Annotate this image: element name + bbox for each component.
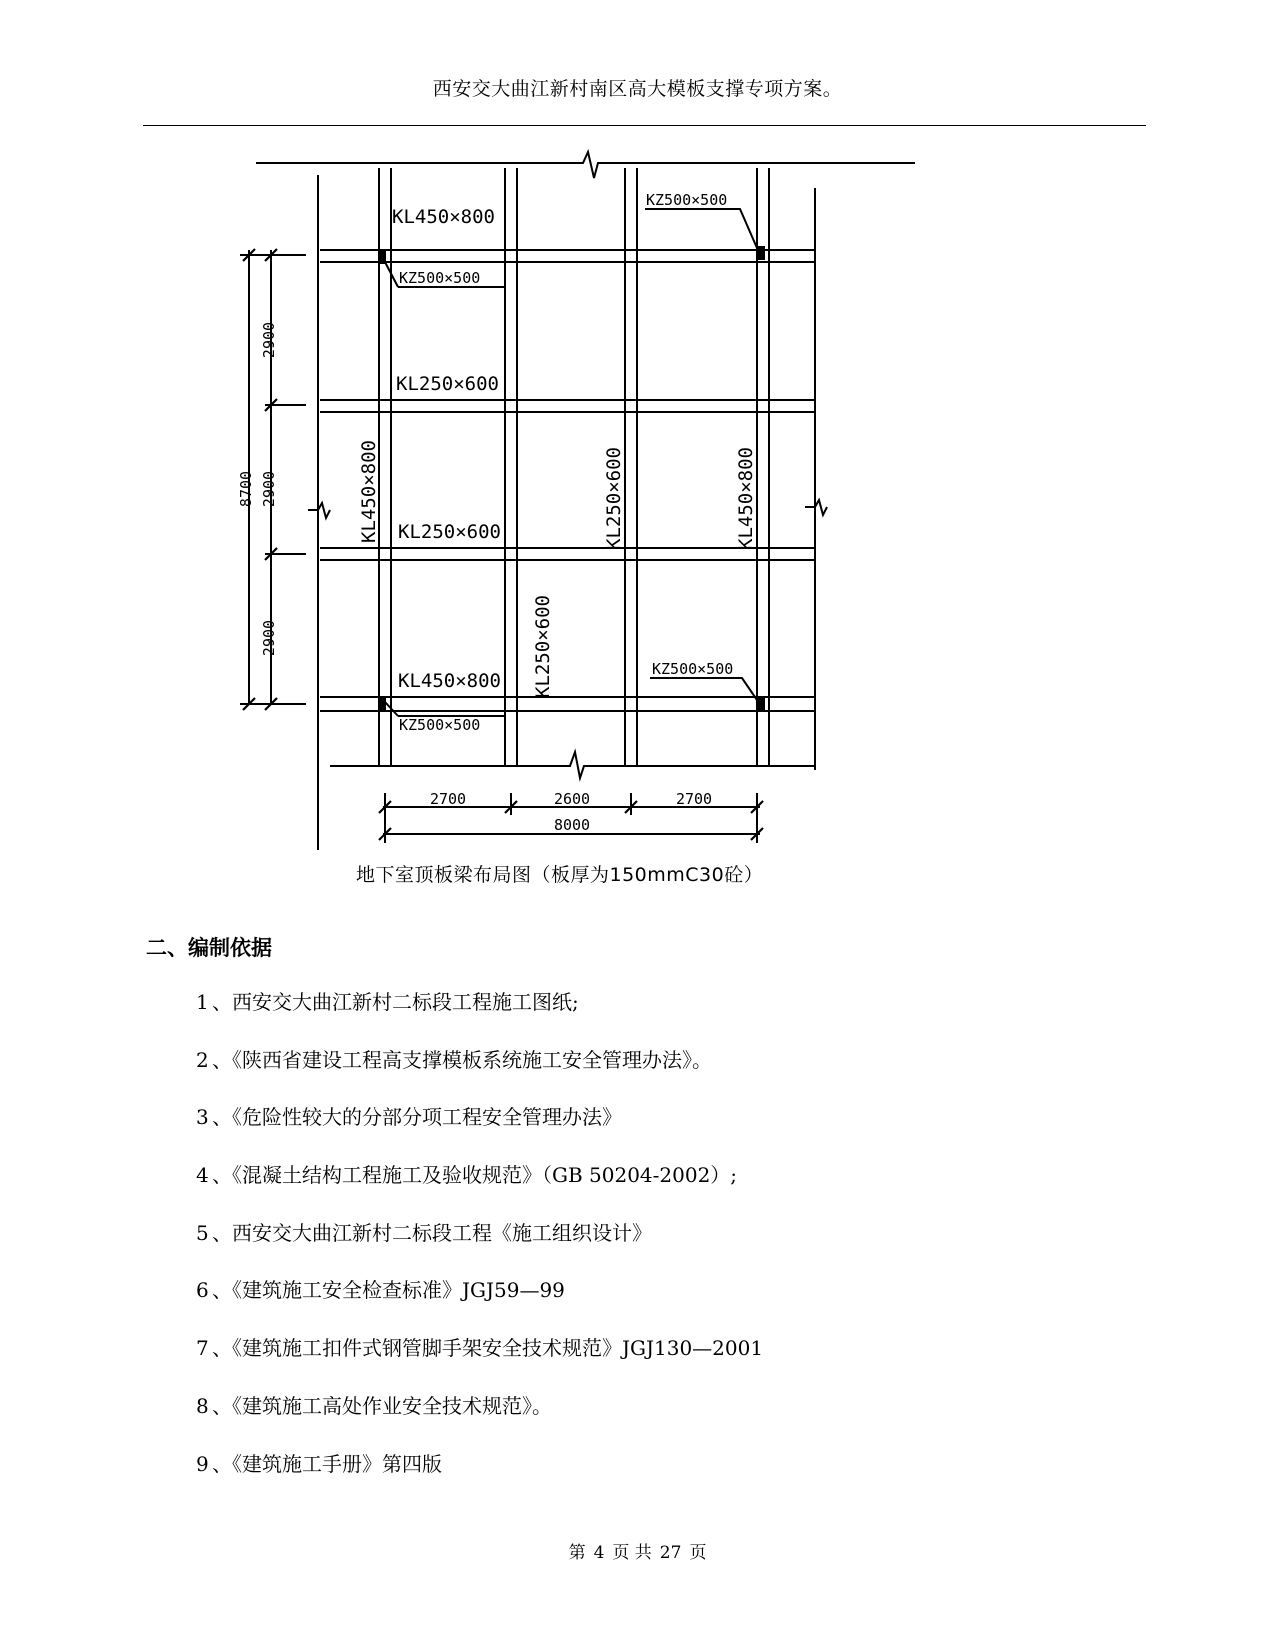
list-item-number: 5 <box>196 1220 209 1245</box>
list-item-number: 1 <box>196 990 209 1014</box>
list-item <box>196 1161 763 1219</box>
label-kz-top-left: KZ500×500 <box>399 269 481 287</box>
page-footer <box>0 1538 1275 1563</box>
footer-prefix: 第 <box>568 1543 586 1563</box>
dim-bottom-total: 8000 <box>553 816 591 834</box>
dim-bottom-seg-1: 2700 <box>429 790 467 808</box>
list-item-number: 2 <box>196 1047 209 1072</box>
drawing-lines <box>240 152 915 850</box>
list-item-text: 、《混凝土结构工程施工及验收规范》（GB 50204-2002）; <box>212 1163 738 1188</box>
label-kl450-vert-left: KL450×800 <box>358 440 380 543</box>
list-item-number: 9 <box>196 1451 209 1476</box>
label-kz-bottom-left: KZ500×500 <box>399 716 481 734</box>
dim-left-seg-1: 2900 <box>260 321 278 359</box>
top-break-line <box>256 152 915 178</box>
list-item-text: 、《危险性较大的分部分项工程安全管理办法》 <box>212 1105 622 1130</box>
list-item-number: 7 <box>196 1336 209 1361</box>
list-item-text: 、《建筑施工手册》第四版 <box>212 1451 442 1476</box>
list-item-text: 、《建筑施工安全检查标准》JGJ59—99 <box>212 1278 565 1303</box>
columns <box>380 246 765 711</box>
list-item <box>196 1046 763 1104</box>
list-item <box>196 1450 763 1508</box>
list-item <box>196 1276 763 1334</box>
list-item <box>196 988 763 1046</box>
dim-left-total: 8700 <box>237 470 255 508</box>
bottom-break-line <box>330 752 815 778</box>
page-header-title: 西安交大曲江新村南区高大模板支撑专项方案。 <box>432 78 843 100</box>
list-item <box>196 1392 763 1450</box>
footer-total-pages: 27 <box>659 1543 682 1563</box>
footer-page-number: 4 <box>593 1543 605 1563</box>
footer-suffix: 页 <box>689 1543 707 1563</box>
dim-ticks <box>243 249 763 840</box>
label-kz-bottom-right: KZ500×500 <box>652 660 734 678</box>
list-item <box>196 1219 763 1277</box>
label-kl250-vert-mid: KL250×600 <box>603 447 625 550</box>
list-item-number: 8 <box>196 1393 209 1418</box>
label-kl250-row1: KL250×600 <box>396 373 499 395</box>
label-kl250-row2: KL250×600 <box>398 521 501 543</box>
list-item-text: 、《建筑施工扣件式钢管脚手架安全技术规范》JGJ130—2001 <box>212 1336 764 1361</box>
dim-left-seg-3: 2900 <box>260 619 278 657</box>
dim-left-seg-2: 2900 <box>260 470 278 508</box>
list-item-number: 6 <box>196 1278 209 1303</box>
section-heading: 二、编制依据 <box>146 936 272 960</box>
label-kl450-vert-right: KL450×800 <box>735 447 757 550</box>
figure-caption: 地下室顶板梁布局图（板厚为150mmC30砼） <box>356 864 764 886</box>
list-item-text: 、《陕西省建设工程高支撑模板系统施工安全管理办法》。 <box>212 1047 712 1072</box>
dim-bottom-seg-3: 2700 <box>675 790 713 808</box>
list-item-text: 、西安交大曲江新村二标段工程《施工组织设计》 <box>212 1220 652 1245</box>
list-item <box>196 1103 763 1161</box>
label-kl450-bottom: KL450×800 <box>398 670 501 692</box>
label-kl250-vert-bottom: KL250×600 <box>532 595 554 698</box>
list-item-number: 4 <box>196 1163 209 1188</box>
dim-bottom-seg-2: 2600 <box>553 790 591 808</box>
list-item-number: 3 <box>196 1105 209 1130</box>
reference-list <box>196 988 763 1507</box>
list-item-text: 、西安交大曲江新村二标段工程施工图纸; <box>212 990 579 1014</box>
label-kz-top-right: KZ500×500 <box>646 191 728 209</box>
list-item-text: 、《建筑施工高处作业安全技术规范》。 <box>212 1393 552 1418</box>
label-kl450-top: KL450×800 <box>392 206 495 228</box>
footer-middle: 页 共 <box>612 1543 652 1563</box>
list-item <box>196 1334 763 1392</box>
